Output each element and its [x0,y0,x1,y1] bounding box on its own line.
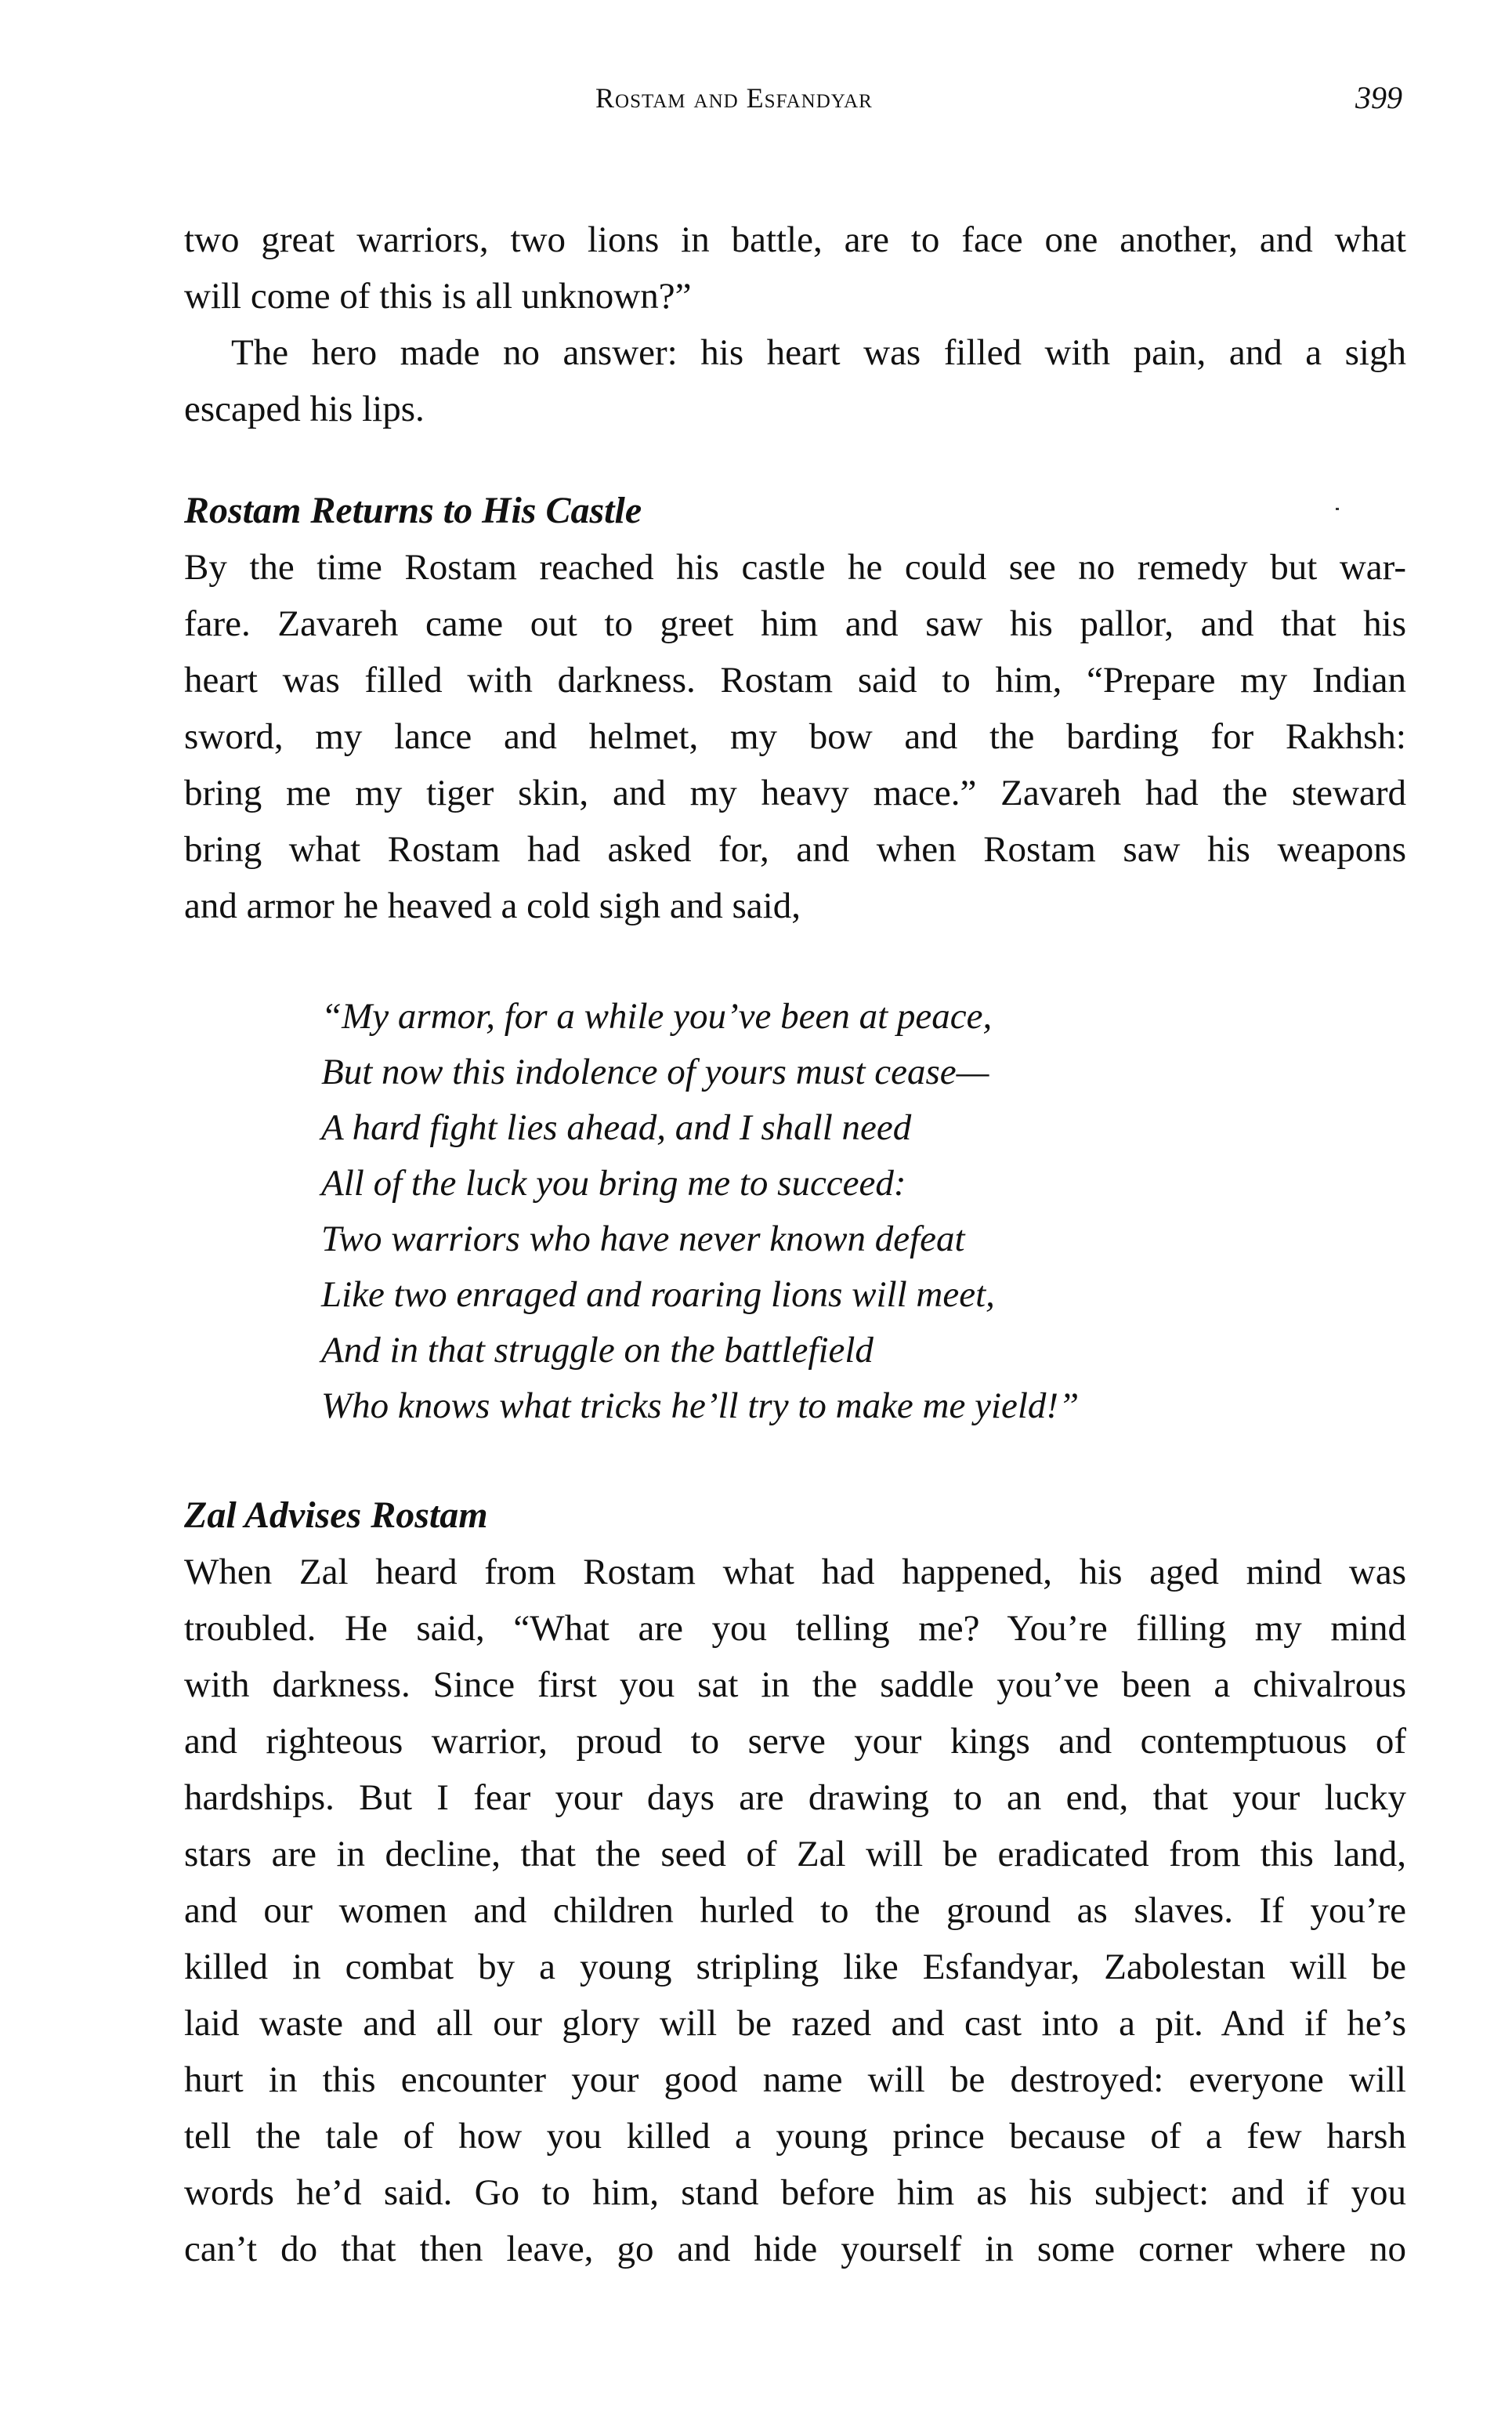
running-head [0,74,1512,121]
hero-answer-paragraph [184,324,1406,437]
verse-line: And in that struggle on the battlefield [321,1330,874,1371]
section1-paragraph [184,539,1406,934]
verse-line: But now this indolence of yours must cease— [321,1052,989,1092]
text-line: hardships. But I fear your days are drawing to an end, that your lucky [184,1777,1406,1818]
verse-line: “My armor, for a while you’ve been at peace, [321,996,993,1037]
section-heading-rostam-returns: Rostam Returns to His Castle [184,490,642,531]
page-number: 399 [1355,80,1402,115]
opening-paragraph [184,212,1406,324]
text-line: and armor he heaved a cold sigh and said, [184,886,801,926]
text-line: troubled. He said, “What are you telling me? You’re filling my mind [184,1608,1406,1649]
text-line: bring what Rostam had asked for, and when Rostam saw his weapons [184,829,1406,870]
section2-paragraph [184,1544,1406,2277]
text-line: fare. Zavareh came out to greet him and saw his pallor, and that his [184,603,1406,644]
verse-line: Two warriors who have never known defeat [321,1219,965,1259]
section-heading-zal-advises: Zal Advises Rostam [184,1494,488,1536]
text-line: words he’d said. Go to him, stand before him as his subject: and if you [184,2172,1406,2213]
text-line: two great warriors, two lions in battle, are to face one another, and what [184,219,1406,260]
verse-block [321,989,1079,1434]
verse-line: Like two enraged and roaring lions will meet, [321,1274,995,1315]
text-line: killed in combat by a young stripling like Esfandyar, Zabolestan will be [184,1947,1406,1987]
text-line: bring me my tiger skin, and my heavy mace.” Zavareh had the steward [184,773,1406,813]
text-line: laid waste and all our glory will be razed and cast into a pit. And if he’s [184,2003,1406,2044]
text-line: and righteous warrior, proud to serve your kings and contemptuous of [184,1721,1406,1762]
text-line: hurt in this encounter your good name will be destroyed: everyone will [184,2059,1406,2100]
text-line: When Zal heard from Rostam what had happened, his aged mind was [184,1552,1406,1592]
text-line: The hero made no answer: his heart was filled with pain, and a sigh [231,332,1406,373]
text-line: By the time Rostam reached his castle he could see no remedy but war- [184,547,1406,588]
text-line: escaped his lips. [184,389,425,429]
text-line: tell the tale of how you killed a young prince because of a few harsh [184,2116,1406,2157]
text-line: heart was filled with darkness. Rostam said to him, “Prepare my Indian [184,660,1406,701]
text-line: and our women and children hurled to the ground as slaves. If you’re [184,1890,1406,1931]
print-speck [1336,508,1339,510]
verse-line: All of the luck you bring me to succeed: [321,1163,906,1204]
text-line: with darkness. Since first you sat in the saddle you’ve been a chivalrous [184,1664,1406,1705]
text-line: can’t do that then leave, go and hide yourself in some corner where no [184,2229,1406,2269]
text-line: will come of this is all unknown?” [184,276,692,317]
verse-line: A hard fight lies ahead, and I shall need [321,1107,912,1148]
verse-line: Who knows what tricks he’ll try to make me yield!” [321,1385,1080,1426]
text-line: stars are in decline, that the seed of Zal will be eradicated from this land, [184,1834,1406,1874]
text-line: sword, my lance and helmet, my bow and the barding for Rakhsh: [184,716,1406,757]
running-title: Rostam and Esfandyar [595,82,873,114]
